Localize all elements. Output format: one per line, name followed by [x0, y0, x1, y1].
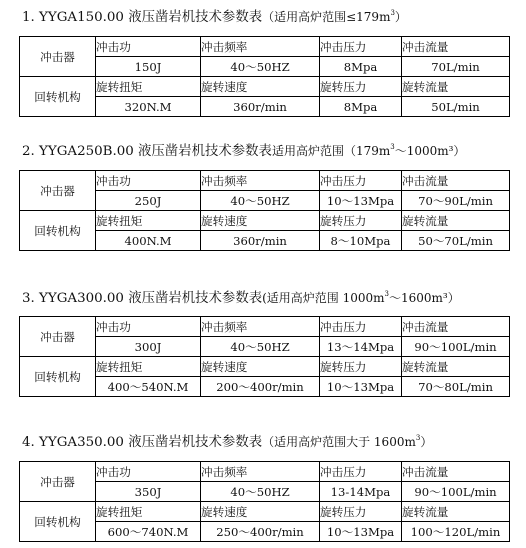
param-header: 旋转流量 — [402, 357, 510, 377]
param-header: 旋转流量 — [402, 502, 510, 522]
param-header: 冲击流量 — [402, 317, 510, 337]
spec-table — [19, 316, 510, 397]
spec-table — [19, 36, 510, 117]
param-header: 冲击频率 — [201, 462, 320, 482]
group-label-rotation: 回转机构 — [20, 211, 96, 251]
param-header: 旋转压力 — [320, 77, 402, 97]
param-value: 250～400r/min — [201, 522, 320, 542]
param-value: 40～50HZ — [201, 57, 320, 77]
param-value: 10～13Mpa — [320, 377, 402, 397]
spec-title-tail: ～1000m³） — [394, 144, 466, 158]
spec-title-note: (适用高炉范围 1000m — [262, 291, 385, 305]
param-header: 旋转压力 — [320, 502, 402, 522]
param-header: 冲击压力 — [320, 462, 402, 482]
param-header: 旋转压力 — [320, 357, 402, 377]
group-label-impactor: 冲击器 — [20, 462, 96, 502]
param-value: 400～540N.M — [96, 377, 201, 397]
group-label-impactor: 冲击器 — [20, 37, 96, 77]
spec-title-superscript: 3 — [390, 143, 395, 151]
param-header: 旋转速度 — [201, 502, 320, 522]
param-value: 70～90L/min — [402, 191, 510, 211]
spec-title-main: 1. YYGA150.00 液压凿岩机技术参数表 — [22, 10, 263, 25]
param-header: 冲击频率 — [201, 37, 320, 57]
param-header: 冲击频率 — [201, 317, 320, 337]
spec-title-main: 3. YYGA300.00 液压凿岩机技术参数表 — [22, 291, 263, 306]
spec-title-tail: ） — [394, 10, 407, 24]
spec-title — [22, 434, 432, 451]
param-header: 旋转扭矩 — [96, 211, 201, 231]
param-value: 50L/min — [402, 97, 510, 117]
spec-table — [19, 461, 510, 542]
param-header: 旋转扭矩 — [96, 77, 201, 97]
param-value: 8Mpa — [320, 97, 402, 117]
param-value: 320N.M — [96, 97, 201, 117]
table-row — [20, 462, 510, 482]
param-header: 冲击压力 — [320, 37, 402, 57]
param-value: 50～70L/min — [402, 231, 510, 251]
param-header: 旋转扭矩 — [96, 357, 201, 377]
param-header: 冲击功 — [96, 171, 201, 191]
param-value: 40～50HZ — [201, 191, 320, 211]
param-value: 70L/min — [402, 57, 510, 77]
table-row — [20, 211, 510, 231]
spec-title-tail: ～1600m³） — [389, 291, 460, 305]
param-value: 360r/min — [201, 231, 320, 251]
param-value: 70～80L/min — [402, 377, 510, 397]
param-header: 冲击功 — [96, 37, 201, 57]
param-header: 冲击流量 — [402, 171, 510, 191]
spec-title-superscript: 3 — [384, 290, 389, 298]
param-header: 旋转压力 — [320, 211, 402, 231]
param-header: 冲击功 — [96, 462, 201, 482]
spec-title — [22, 9, 407, 26]
param-header: 冲击流量 — [402, 37, 510, 57]
param-header: 旋转速度 — [201, 357, 320, 377]
param-header: 旋转流量 — [402, 77, 510, 97]
spec-title-main: 2. YYGA250B.00 液压凿岩机技术参数表 — [22, 144, 272, 159]
spec-title-note: （适用高炉范围≤179m — [262, 10, 391, 24]
param-value: 360r/min — [201, 97, 320, 117]
table-row — [20, 502, 510, 522]
table-row — [20, 357, 510, 377]
param-value: 10～13Mpa — [320, 522, 402, 542]
param-header: 冲击功 — [96, 317, 201, 337]
param-header: 旋转速度 — [201, 77, 320, 97]
param-value: 100～120L/min — [402, 522, 510, 542]
param-value: 600～740N.M — [96, 522, 201, 542]
param-header: 冲击压力 — [320, 317, 402, 337]
group-label-impactor: 冲击器 — [20, 317, 96, 357]
param-value: 10～13Mpa — [320, 191, 402, 211]
table-row — [20, 77, 510, 97]
param-value: 13-14Mpa — [320, 482, 402, 502]
param-value: 90～100L/min — [402, 337, 510, 357]
param-header: 冲击流量 — [402, 462, 510, 482]
param-value: 250J — [96, 191, 201, 211]
group-label-rotation: 回转机构 — [20, 357, 96, 397]
spec-title — [22, 290, 460, 307]
param-value: 150J — [96, 57, 201, 77]
spec-title — [22, 143, 465, 160]
param-value: 300J — [96, 337, 201, 357]
param-header: 冲击压力 — [320, 171, 402, 191]
spec-title-note: 适用高炉范围（179m — [271, 144, 391, 158]
spec-title-superscript: 3 — [415, 434, 421, 442]
param-value: 8～10Mpa — [320, 231, 402, 251]
table-row — [20, 171, 510, 191]
param-header: 旋转速度 — [201, 211, 320, 231]
group-label-impactor: 冲击器 — [20, 171, 96, 211]
table-row — [20, 317, 510, 337]
param-value: 40～50HZ — [201, 337, 320, 357]
spec-title-tail: ） — [420, 435, 433, 449]
param-value: 13～14Mpa — [320, 337, 402, 357]
spec-title-note: （适用高炉范围大于 1600m — [262, 435, 416, 449]
param-value: 350J — [96, 482, 201, 502]
spec-table — [19, 170, 510, 251]
table-row — [20, 37, 510, 57]
param-value: 90～100L/min — [402, 482, 510, 502]
group-label-rotation: 回转机构 — [20, 77, 96, 117]
param-value: 40～50HZ — [201, 482, 320, 502]
param-header: 旋转扭矩 — [96, 502, 201, 522]
spec-title-superscript: 3 — [390, 9, 395, 17]
param-value: 400N.M — [96, 231, 201, 251]
group-label-rotation: 回转机构 — [20, 502, 96, 542]
param-value: 200～400r/min — [201, 377, 320, 397]
param-header: 旋转流量 — [402, 211, 510, 231]
param-header: 冲击频率 — [201, 171, 320, 191]
spec-title-main: 4. YYGA350.00 液压凿岩机技术参数表 — [22, 435, 263, 450]
param-value: 8Mpa — [320, 57, 402, 77]
